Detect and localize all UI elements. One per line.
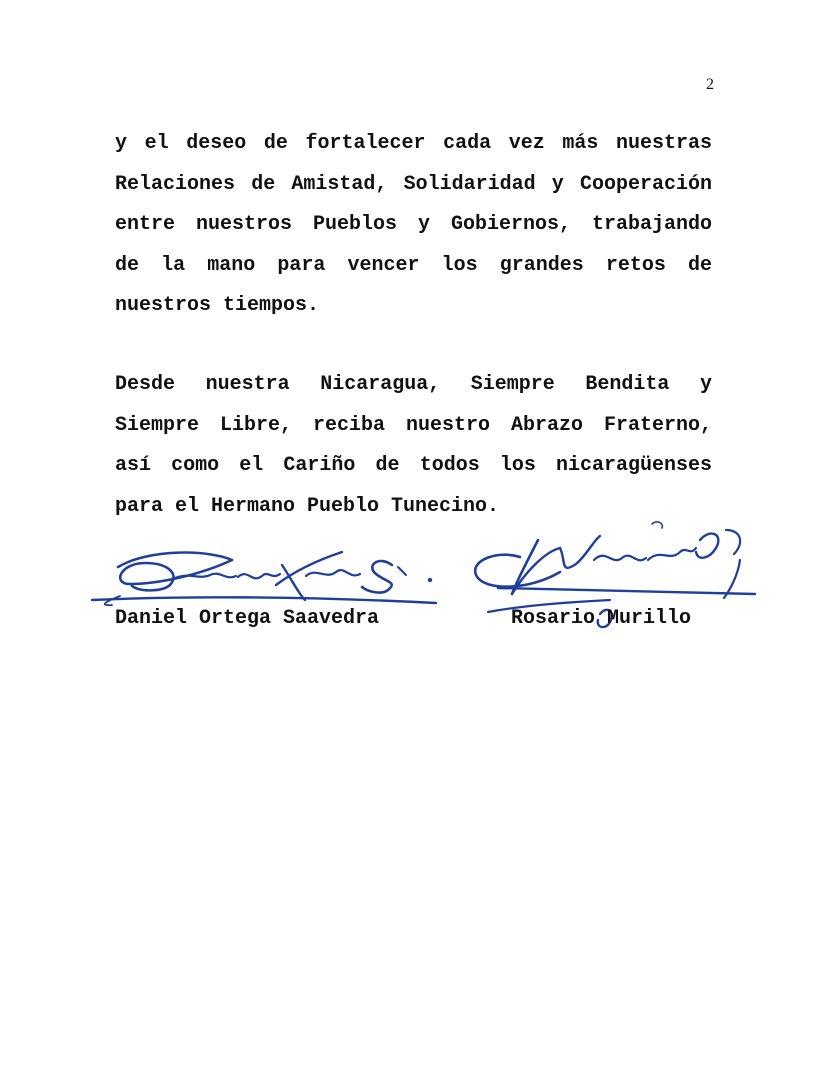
paragraph-line: entre nuestros Pueblos y Gobiernos, trabajando — [115, 213, 712, 236]
paragraph-line: nuestros tiempos. — [115, 294, 320, 317]
paragraph-line: así como el Cariño de todos los nicaragüenses — [115, 454, 712, 477]
paragraph-line: para el Hermano Pueblo Tunecino. — [115, 494, 500, 518]
signer-name-right: Rosario Murillo — [511, 607, 692, 630]
signature-daniel-ortega — [92, 552, 436, 605]
paragraph-line: Relaciones de Amistad, Solidaridad y Cooperación — [115, 172, 712, 196]
paragraph-line: Desde nuestra Nicaragua, Siempre Bendita y — [115, 373, 712, 396]
signer-name-left: Daniel Ortega Saavedra — [115, 607, 380, 630]
page-number: 2 — [706, 76, 714, 93]
paragraph-line: y el deseo de fortalecer cada vez más nuestras — [115, 132, 712, 155]
paragraph-line: Siempre Libre, reciba nuestro Abrazo Fraterno, — [115, 413, 712, 437]
paragraph-line: de la mano para vencer los grandes retos de — [115, 253, 712, 277]
